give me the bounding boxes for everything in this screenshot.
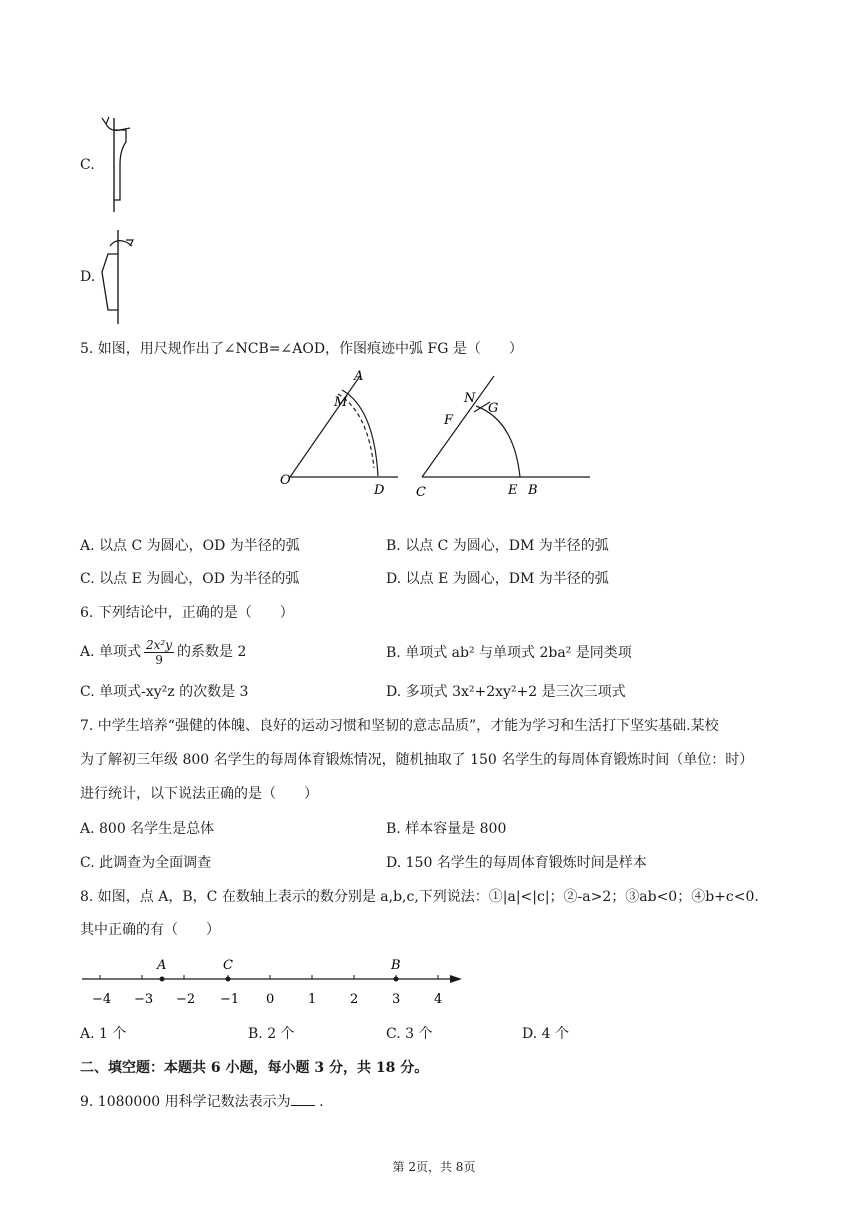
q5-label-d: D <box>374 483 385 498</box>
q5-stem: 5. 如图，用尺规作出了∠NCB=∠AOD，作图痕迹中弧 FG 是（ ） <box>80 341 523 357</box>
q8-point-b-label: B <box>391 958 401 973</box>
q9-period: . <box>319 1094 324 1110</box>
q8-tick-label: 1 <box>308 992 317 1007</box>
q5-option-a: A. 以点 C 为圆心，OD 为半径的弧 <box>80 538 300 554</box>
q8-number-line <box>78 955 468 1015</box>
page-footer: 第 2页，共 8页 <box>392 1160 476 1174</box>
q8-option-b: B. 2 个 <box>248 1026 295 1042</box>
q6-option-c: C. 单项式-xy²z 的次数是 3 <box>80 684 249 700</box>
q8-option-c: C. 3 个 <box>386 1026 433 1042</box>
q5-label-b: B <box>528 483 538 498</box>
q5-option-c: C. 以点 E 为圆心，OD 为半径的弧 <box>80 571 300 587</box>
q5-label-f: F <box>444 413 454 428</box>
q8-point-a-label: A <box>157 958 167 973</box>
q7-line-1: 7. 中学生培养“强健的体魄、良好的运动习惯和坚韧的意志品质”，才能为学习和生活打下坚实基础.某校 <box>80 718 719 734</box>
q8-line-2: 其中正确的有（ ） <box>80 922 220 938</box>
q7-option-b: B. 样本容量是 800 <box>386 821 507 837</box>
q8-point-a <box>160 977 165 982</box>
q8-tick-label: −4 <box>92 992 112 1007</box>
q5-label-a: A <box>354 369 364 384</box>
section-2-heading: 二、填空题：本题共 6 小题，每小题 3 分，共 18 分。 <box>80 1060 429 1076</box>
q8-tick-label: 2 <box>350 992 359 1007</box>
q8-line-1: 8. 如图，点 A，B，C 在数轴上表示的数分别是 a,b,c,下列说法：①|a|<|c|；②-a>2；③ab<0；④b+c<0. <box>80 889 759 905</box>
q4-option-c-figure <box>96 110 146 215</box>
q8-tick-label: −2 <box>176 992 196 1007</box>
q8-tick-label: 3 <box>392 992 401 1007</box>
q8-option-a: A. 1 个 <box>80 1026 127 1042</box>
q8-tick-label: −3 <box>134 992 154 1007</box>
q5-label-c: C <box>416 485 426 500</box>
q5-option-d: D. 以点 E 为圆心，DM 为半径的弧 <box>386 571 609 587</box>
q5-figure <box>280 362 600 502</box>
q7-line-3: 进行统计，以下说法正确的是（ ） <box>80 786 318 802</box>
q8-point-c <box>226 977 231 982</box>
q7-option-c: C. 此调查为全面调查 <box>80 855 212 871</box>
q7-option-d: D. 150 名学生的每周体育锻炼时间是样本 <box>386 855 647 871</box>
q8-option-d: D. 4 个 <box>522 1026 569 1042</box>
q6-option-a <box>80 634 246 670</box>
q4-option-d-figure <box>96 226 146 326</box>
q9-line <box>80 1093 324 1111</box>
q5-label-o: O <box>280 473 291 488</box>
q4-option-d-label: D. <box>80 269 96 285</box>
q6-option-b: B. 单项式 ab² 与单项式 2ba² 是同类项 <box>386 645 632 661</box>
q6-stem: 6. 下列结论中，正确的是（ ） <box>80 605 294 621</box>
q5-label-n: N <box>464 391 476 406</box>
q8-point-b <box>394 977 399 982</box>
q8-tick-label: 4 <box>434 992 443 1007</box>
q6-fraction-denominator: 9 <box>155 652 163 667</box>
q5-option-b: B. 以点 C 为圆心，DM 为半径的弧 <box>386 538 609 554</box>
q4-option-c-label: C. <box>80 157 95 173</box>
q8-point-c-label: C <box>223 958 233 973</box>
q6-option-a-suffix: 的系数是 2 <box>177 644 247 660</box>
q6-option-d: D. 多项式 3x²+2xy²+2 是三次三项式 <box>386 684 626 700</box>
q6-option-a-fraction <box>144 638 174 667</box>
q5-label-g: G <box>488 401 499 416</box>
q9-answer-blank[interactable] <box>291 1093 315 1106</box>
q6-option-a-prefix: A. 单项式 <box>80 644 142 660</box>
q9-text: 9. 1080000 用科学记数法表示为 <box>80 1094 291 1110</box>
q8-tick-label: 0 <box>266 992 275 1007</box>
q5-label-e: E <box>508 483 518 498</box>
q6-fraction-numerator: 2x²y <box>146 637 173 652</box>
q5-label-m: M <box>334 395 348 410</box>
q7-line-2: 为了解初三年级 800 名学生的每周体育锻炼情况，随机抽取了 150 名学生的每周体育锻炼时间（单位：时） <box>80 752 754 768</box>
q7-option-a: A. 800 名学生是总体 <box>80 821 215 837</box>
q8-tick-label: −1 <box>220 992 240 1007</box>
